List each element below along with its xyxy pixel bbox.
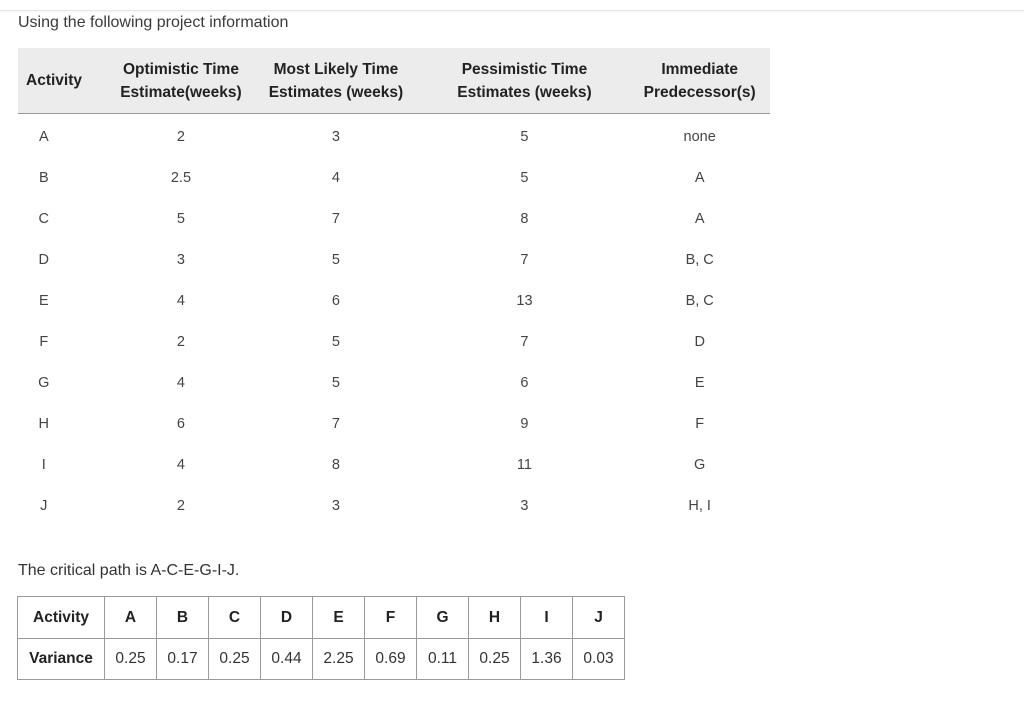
cell-most-likely: 5 (331, 333, 340, 350)
variance-row-label-variance: Variance (18, 639, 105, 680)
cell-pessimistic: 7 (520, 251, 529, 268)
cell-activity: C (38, 210, 50, 227)
variance-activity-cell: B (157, 597, 209, 639)
header-activity (18, 48, 110, 114)
cell-activity: H (38, 415, 50, 432)
variance-value-cell: 0.25 (105, 639, 157, 680)
variance-value-cell: 0.17 (157, 639, 209, 680)
cell-predecessors: D (694, 333, 705, 350)
cell-activity: G (38, 374, 50, 391)
table-row (18, 485, 770, 526)
cell-pessimistic: 11 (516, 456, 532, 473)
project-table-header-row (18, 48, 770, 114)
table-row (18, 280, 770, 321)
variance-table (17, 596, 625, 680)
variance-value-cell: 0.03 (573, 639, 625, 680)
cell-most-likely: 5 (331, 251, 340, 268)
header-optimistic-line1: Optimistic Time (122, 60, 239, 78)
table-row (18, 444, 770, 485)
variance-value-cell: 0.11 (417, 639, 469, 680)
cell-most-likely: 4 (331, 169, 340, 186)
variance-value-cell: 1.36 (521, 639, 573, 680)
variance-activity-cell: F (365, 597, 417, 639)
cell-optimistic: 2 (176, 497, 185, 514)
cell-pessimistic: 9 (520, 415, 529, 432)
cell-activity: B (38, 169, 49, 186)
header-most-likely-line2: Estimates (weeks) (268, 83, 404, 101)
table-row (18, 157, 770, 198)
cell-activity: F (39, 333, 49, 350)
cell-pessimistic: 5 (520, 169, 529, 186)
table-row (18, 239, 770, 280)
cell-pessimistic: 3 (520, 497, 529, 514)
header-predecessors-line1: Immediate (661, 60, 739, 78)
cell-most-likely: 3 (331, 497, 340, 514)
cell-pessimistic: 7 (520, 333, 529, 350)
variance-activity-cell: E (313, 597, 365, 639)
cell-most-likely: 3 (331, 128, 340, 145)
cell-predecessors: G (694, 456, 706, 473)
header-optimistic (110, 48, 253, 114)
variance-row-label-activity: Activity (18, 597, 105, 639)
cell-optimistic: 4 (176, 292, 185, 309)
variance-value-row (18, 639, 625, 680)
cell-activity: J (40, 497, 48, 514)
table-row (18, 321, 770, 362)
cell-activity: D (38, 251, 50, 268)
variance-activity-cell: A (105, 597, 157, 639)
variance-value-cell: 2.25 (313, 639, 365, 680)
cell-optimistic: 2 (176, 333, 185, 350)
variance-value-cell: 0.25 (209, 639, 261, 680)
cell-optimistic: 6 (176, 415, 185, 432)
cell-activity: E (38, 292, 49, 309)
critical-path-text: The critical path is A-C-E-G-I-J. (18, 562, 240, 579)
table-row (18, 403, 770, 444)
variance-activity-cell: G (417, 597, 469, 639)
intro-text: Using the following project information (18, 14, 289, 31)
cell-most-likely: 7 (331, 415, 340, 432)
header-predecessors-line2: Predecessor(s) (643, 83, 756, 101)
variance-value-cell: 0.69 (365, 639, 417, 680)
variance-value-cell: 0.44 (261, 639, 313, 680)
cell-most-likely: 7 (331, 210, 340, 227)
cell-optimistic: 2 (176, 128, 185, 145)
variance-activity-cell: J (573, 597, 625, 639)
variance-activity-row (18, 597, 625, 639)
variance-activity-cell: H (469, 597, 521, 639)
cell-optimistic: 5 (176, 210, 185, 227)
variance-activity-cell: D (261, 597, 313, 639)
cell-predecessors: A (694, 210, 705, 227)
cell-most-likely: 8 (331, 456, 340, 473)
header-activity-label: Activity (26, 72, 82, 89)
header-predecessors (629, 48, 770, 114)
cell-predecessors: E (694, 374, 705, 391)
cell-most-likely: 6 (331, 292, 340, 309)
cell-predecessors: F (695, 415, 705, 432)
header-pessimistic-line2: Estimates (weeks) (457, 83, 592, 101)
header-most-likely (252, 48, 419, 114)
cell-optimistic: 2.5 (170, 169, 192, 186)
cell-pessimistic: 5 (520, 128, 529, 145)
cell-optimistic: 4 (176, 374, 185, 391)
variance-activity-cell: C (209, 597, 261, 639)
header-pessimistic (420, 48, 630, 114)
variance-value-cell: 0.25 (469, 639, 521, 680)
table-row (18, 362, 770, 403)
cell-optimistic: 4 (176, 456, 185, 473)
cell-predecessors: H, I (688, 497, 711, 514)
header-most-likely-line1: Most Likely Time (273, 60, 399, 78)
header-pessimistic-line1: Pessimistic Time (461, 60, 588, 78)
cell-pessimistic: 13 (516, 292, 533, 309)
cell-pessimistic: 6 (520, 374, 529, 391)
cell-pessimistic: 8 (520, 210, 529, 227)
cell-most-likely: 5 (331, 374, 340, 391)
table-row (18, 114, 770, 158)
cell-activity: A (38, 128, 49, 145)
cell-activity: I (41, 456, 46, 473)
variance-activity-cell: I (521, 597, 573, 639)
cell-predecessors: B, C (685, 292, 714, 309)
project-info-table (18, 48, 770, 526)
cell-predecessors: A (694, 169, 705, 186)
cell-optimistic: 3 (176, 251, 185, 268)
cell-predecessors: B, C (685, 251, 714, 268)
header-optimistic-line2: Estimate(weeks) (120, 83, 242, 101)
table-row (18, 198, 770, 239)
cell-predecessors: none (683, 128, 716, 145)
top-divider (0, 0, 1024, 11)
